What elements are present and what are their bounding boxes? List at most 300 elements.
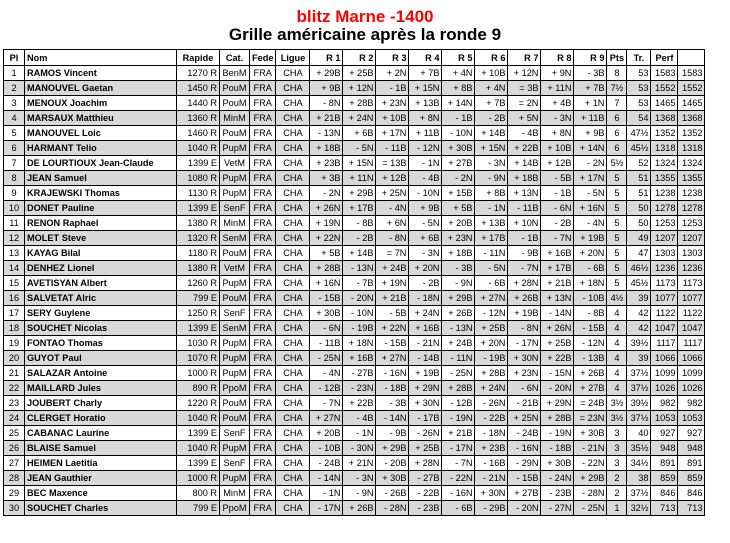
table-cell: - 27N xyxy=(541,501,574,516)
table-cell: + 21N xyxy=(343,456,376,471)
table-cell: 5½ xyxy=(607,156,627,171)
table-cell: + 20N xyxy=(475,336,508,351)
table-cell: + 29N xyxy=(409,381,442,396)
table-cell: - 1B xyxy=(442,111,475,126)
table-cell: CHA xyxy=(276,306,310,321)
table-cell: PouM xyxy=(220,96,250,111)
table-cell: SenF xyxy=(220,426,250,441)
table-cell: + 8B xyxy=(475,186,508,201)
table-cell: + 23B xyxy=(475,441,508,456)
table-cell: CHA xyxy=(276,231,310,246)
column-header: R 9 xyxy=(574,50,607,66)
table-cell: + 12B xyxy=(376,171,409,186)
table-cell: - 25N xyxy=(442,366,475,381)
table-cell: + 24B xyxy=(376,261,409,276)
column-header: R 5 xyxy=(442,50,475,66)
player-name-cell: MENOUX Joachim xyxy=(25,96,177,111)
table-cell: 1173 xyxy=(651,276,678,291)
table-cell: + 18B xyxy=(442,246,475,261)
table-cell: 34½ xyxy=(627,456,651,471)
table-cell: - 15N xyxy=(541,366,574,381)
player-name-cell: HARMANT Telio xyxy=(25,141,177,156)
table-cell: + 23N xyxy=(508,366,541,381)
table-cell: 7 xyxy=(607,96,627,111)
table-cell: + 19N xyxy=(310,216,343,231)
table-row xyxy=(4,366,705,381)
table-cell: 1355 xyxy=(678,171,705,186)
table-cell: - 4B xyxy=(409,171,442,186)
table-cell: 42 xyxy=(627,306,651,321)
table-cell: 1465 xyxy=(651,96,678,111)
table-cell: 35½ xyxy=(627,441,651,456)
table-cell: + 22B xyxy=(508,141,541,156)
table-cell: - 15B xyxy=(574,321,607,336)
table-row xyxy=(4,81,705,96)
table-cell: 1355 xyxy=(651,171,678,186)
table-cell: 29 xyxy=(4,486,25,501)
table-row xyxy=(4,441,705,456)
table-row xyxy=(4,171,705,186)
table-cell: + 9B xyxy=(310,81,343,96)
table-cell: + 27B xyxy=(442,156,475,171)
table-cell: + 4B xyxy=(541,96,574,111)
table-cell: CHA xyxy=(276,381,310,396)
table-cell: = 23N xyxy=(574,411,607,426)
table-cell: 1380 R xyxy=(177,216,220,231)
table-cell: CHA xyxy=(276,351,310,366)
table-cell: - 12B xyxy=(310,381,343,396)
table-row xyxy=(4,231,705,246)
table-cell: 1399 E xyxy=(177,156,220,171)
table-cell: - 3N xyxy=(475,156,508,171)
table-cell: 1238 xyxy=(678,186,705,201)
table-cell: + 6B xyxy=(409,231,442,246)
table-cell: 5 xyxy=(607,261,627,276)
player-name-cell: CABANAC Laurine xyxy=(25,426,177,441)
table-cell: 1207 xyxy=(678,231,705,246)
table-cell: 1099 xyxy=(678,366,705,381)
player-name-cell: MOLET Steve xyxy=(25,231,177,246)
table-row xyxy=(4,501,705,516)
table-cell: 37½ xyxy=(627,381,651,396)
player-name-cell: DE LOURTIOUX Jean-Claude xyxy=(25,156,177,171)
table-cell: + 13B xyxy=(475,216,508,231)
table-cell: 6 xyxy=(607,126,627,141)
table-cell: 22 xyxy=(4,381,25,396)
table-cell: + 30N xyxy=(508,351,541,366)
table-cell: + 3B xyxy=(310,171,343,186)
table-cell: PupM xyxy=(220,366,250,381)
table-cell: - 13B xyxy=(574,351,607,366)
table-cell: FRA xyxy=(250,111,276,126)
table-cell: 4 xyxy=(607,306,627,321)
table-cell: FRA xyxy=(250,141,276,156)
table-cell: - 3N xyxy=(343,471,376,486)
table-cell: + 30N xyxy=(409,396,442,411)
table-cell: - 29B xyxy=(475,501,508,516)
table-cell: CHA xyxy=(276,486,310,501)
table-cell: + 16N xyxy=(574,201,607,216)
table-cell: - 19B xyxy=(475,351,508,366)
table-cell: 1460 R xyxy=(177,126,220,141)
table-cell: 39 xyxy=(627,291,651,306)
table-cell: - 22N xyxy=(442,471,475,486)
column-header: Rapide xyxy=(177,50,220,66)
table-cell: CHA xyxy=(276,441,310,456)
table-cell: 7½ xyxy=(607,81,627,96)
table-cell: 39 xyxy=(627,351,651,366)
table-cell: 28 xyxy=(4,471,25,486)
table-cell: - 25N xyxy=(574,501,607,516)
table-cell: + 25N xyxy=(508,411,541,426)
table-cell: CHA xyxy=(276,366,310,381)
table-cell: - 25N xyxy=(310,351,343,366)
table-cell: 1066 xyxy=(678,351,705,366)
table-cell: - 6B xyxy=(574,261,607,276)
table-cell: 14 xyxy=(4,261,25,276)
table-cell: - 22B xyxy=(409,486,442,501)
table-cell: + 18N xyxy=(343,336,376,351)
table-cell: 1238 xyxy=(651,186,678,201)
table-row xyxy=(4,291,705,306)
table-cell: - 1B xyxy=(376,81,409,96)
table-cell: - 1B xyxy=(508,231,541,246)
table-cell: - 23B xyxy=(541,486,574,501)
table-cell: + 19B xyxy=(574,231,607,246)
table-cell: 1173 xyxy=(678,276,705,291)
table-cell: 1122 xyxy=(678,306,705,321)
table-cell: 1583 xyxy=(678,66,705,81)
table-cell: PouM xyxy=(220,246,250,261)
table-cell: - 10B xyxy=(310,441,343,456)
table-cell: SenF xyxy=(220,306,250,321)
table-cell: + 28B xyxy=(310,261,343,276)
table-cell: + 14N xyxy=(574,141,607,156)
table-cell: - 27B xyxy=(343,366,376,381)
table-cell: + 27B xyxy=(508,486,541,501)
table-cell: + 16B xyxy=(541,246,574,261)
table-cell: 1099 xyxy=(651,366,678,381)
table-cell: FRA xyxy=(250,486,276,501)
table-cell: 1360 R xyxy=(177,111,220,126)
table-cell: - 3B xyxy=(376,396,409,411)
player-name-cell: RAMOS Vincent xyxy=(25,66,177,81)
table-cell: 846 xyxy=(678,486,705,501)
table-cell: 1130 R xyxy=(177,186,220,201)
table-cell: 3½ xyxy=(607,396,627,411)
table-cell: + 10B xyxy=(376,111,409,126)
column-header: R 4 xyxy=(409,50,442,66)
table-cell: + 9B xyxy=(409,201,442,216)
table-cell: + 5N xyxy=(508,111,541,126)
table-cell: 1368 xyxy=(651,111,678,126)
table-cell: - 6N xyxy=(508,381,541,396)
table-cell: + 14B xyxy=(343,246,376,261)
table-cell: 1 xyxy=(607,501,627,516)
table-cell: FRA xyxy=(250,381,276,396)
table-cell: + 20N xyxy=(409,261,442,276)
table-cell: 47 xyxy=(627,246,651,261)
table-cell: + 25N xyxy=(376,186,409,201)
table-cell: - 5N xyxy=(343,141,376,156)
table-cell: 891 xyxy=(678,456,705,471)
table-cell: - 2B xyxy=(541,216,574,231)
table-cell: 24 xyxy=(4,411,25,426)
table-cell: + 20B xyxy=(442,216,475,231)
table-cell: MinM xyxy=(220,111,250,126)
table-cell: 37½ xyxy=(627,411,651,426)
table-cell: 8 xyxy=(607,66,627,81)
column-header: R 6 xyxy=(475,50,508,66)
table-cell: 1380 R xyxy=(177,261,220,276)
table-cell: - 13N xyxy=(442,321,475,336)
table-cell: + 23B xyxy=(310,156,343,171)
table-cell: 19 xyxy=(4,336,25,351)
table-cell: 1278 xyxy=(651,201,678,216)
table-cell: - 15B xyxy=(376,336,409,351)
column-header: Cat. xyxy=(220,50,250,66)
table-cell: - 24B xyxy=(310,456,343,471)
table-cell: - 7N xyxy=(442,456,475,471)
table-cell: 39½ xyxy=(627,396,651,411)
table-cell: - 2N xyxy=(442,171,475,186)
table-cell: + 10B xyxy=(541,141,574,156)
table-cell: SenF xyxy=(220,201,250,216)
table-cell: + 17B xyxy=(541,261,574,276)
player-name-cell: JOUBERT Charly xyxy=(25,396,177,411)
table-cell: 1324 xyxy=(651,156,678,171)
table-cell: + 28B xyxy=(475,366,508,381)
player-name-cell: KRAJEWSKI Thomas xyxy=(25,186,177,201)
table-cell: + 24N xyxy=(409,306,442,321)
table-cell: - 1N xyxy=(475,201,508,216)
table-cell: FRA xyxy=(250,501,276,516)
table-cell: CHA xyxy=(276,411,310,426)
table-cell: 1220 R xyxy=(177,396,220,411)
table-cell: 1026 xyxy=(651,381,678,396)
table-row xyxy=(4,426,705,441)
table-cell: - 5N xyxy=(574,186,607,201)
table-cell: - 23B xyxy=(409,501,442,516)
table-cell: 5 xyxy=(607,186,627,201)
table-cell: - 18B xyxy=(541,441,574,456)
table-cell: CHA xyxy=(276,111,310,126)
table-cell: 1077 xyxy=(651,291,678,306)
table-cell: + 18N xyxy=(574,276,607,291)
table-row xyxy=(4,306,705,321)
column-header: R 2 xyxy=(343,50,376,66)
table-cell: 2 xyxy=(4,81,25,96)
table-cell: CHA xyxy=(276,426,310,441)
table-cell: + 19B xyxy=(409,366,442,381)
table-cell: 53 xyxy=(627,81,651,96)
table-cell: FRA xyxy=(250,336,276,351)
column-header: Pts xyxy=(607,50,627,66)
column-header: R 7 xyxy=(508,50,541,66)
table-cell: - 15B xyxy=(508,471,541,486)
table-cell: 1040 R xyxy=(177,441,220,456)
table-cell: BenM xyxy=(220,66,250,81)
table-cell: - 11B xyxy=(310,336,343,351)
table-cell: - 21N xyxy=(475,471,508,486)
table-cell: FRA xyxy=(250,351,276,366)
table-cell: 4½ xyxy=(607,291,627,306)
table-cell: + 30B xyxy=(442,141,475,156)
player-name-cell: MANOUVEL Loic xyxy=(25,126,177,141)
table-cell: - 28N xyxy=(376,501,409,516)
table-cell: = 24B xyxy=(574,396,607,411)
table-cell: 1026 xyxy=(678,381,705,396)
table-cell: 1324 xyxy=(678,156,705,171)
table-cell: + 14N xyxy=(442,96,475,111)
table-cell: 53 xyxy=(627,96,651,111)
table-cell: + 11B xyxy=(409,126,442,141)
table-cell: - 10N xyxy=(343,306,376,321)
table-cell: 1047 xyxy=(651,321,678,336)
table-cell: 1070 R xyxy=(177,351,220,366)
player-name-cell: JEAN Gauthier xyxy=(25,471,177,486)
table-cell: - 12B xyxy=(442,396,475,411)
table-cell: 1117 xyxy=(678,336,705,351)
table-cell: - 5B xyxy=(541,171,574,186)
table-cell: - 23N xyxy=(343,381,376,396)
table-cell: - 5B xyxy=(376,306,409,321)
table-cell: + 17N xyxy=(574,171,607,186)
table-cell: 5 xyxy=(607,246,627,261)
player-name-cell: JEAN Samuel xyxy=(25,171,177,186)
standings-table xyxy=(3,49,705,516)
table-cell: - 16B xyxy=(475,456,508,471)
table-cell: + 16B xyxy=(343,351,376,366)
table-row xyxy=(4,201,705,216)
table-cell: 5 xyxy=(607,216,627,231)
table-cell: - 5N xyxy=(409,216,442,231)
table-cell: + 24B xyxy=(442,336,475,351)
table-cell: - 4N xyxy=(376,201,409,216)
table-cell: + 24N xyxy=(343,111,376,126)
table-cell: 51 xyxy=(627,186,651,201)
table-cell: 1399 E xyxy=(177,201,220,216)
table-cell: - 19N xyxy=(442,411,475,426)
player-name-cell: MAILLARD Jules xyxy=(25,381,177,396)
table-cell: - 16N xyxy=(442,486,475,501)
column-header: Pl xyxy=(4,50,25,66)
table-cell: - 8N xyxy=(376,231,409,246)
table-cell: 53 xyxy=(627,66,651,81)
table-cell: 1303 xyxy=(678,246,705,261)
table-row xyxy=(4,156,705,171)
table-cell: + 15N xyxy=(475,141,508,156)
table-cell: 1122 xyxy=(651,306,678,321)
table-cell: 4 xyxy=(607,351,627,366)
table-cell: FRA xyxy=(250,276,276,291)
table-cell: + 27B xyxy=(574,381,607,396)
table-cell: + 21B xyxy=(442,426,475,441)
table-cell: 4 xyxy=(607,336,627,351)
table-cell: + 11N xyxy=(343,171,376,186)
table-cell: 1352 xyxy=(651,126,678,141)
table-cell: 1260 R xyxy=(177,276,220,291)
table-cell: 5 xyxy=(607,276,627,291)
table-cell: 42 xyxy=(627,321,651,336)
table-cell: - 8B xyxy=(574,306,607,321)
table-cell: + 21B xyxy=(310,111,343,126)
player-name-cell: SERY Guylene xyxy=(25,306,177,321)
table-cell: - 12N xyxy=(574,336,607,351)
player-name-cell: KAYAG Bilal xyxy=(25,246,177,261)
table-cell: + 20B xyxy=(310,426,343,441)
table-cell: = 2N xyxy=(508,96,541,111)
table-cell: - 16N xyxy=(508,441,541,456)
table-cell: 1180 R xyxy=(177,246,220,261)
table-cell: CHA xyxy=(276,126,310,141)
table-row xyxy=(4,351,705,366)
table-row xyxy=(4,276,705,291)
table-cell: 26 xyxy=(4,441,25,456)
table-cell: + 27N xyxy=(475,291,508,306)
table-cell: PupM xyxy=(220,171,250,186)
table-cell: - 6N xyxy=(541,201,574,216)
table-cell: FRA xyxy=(250,246,276,261)
table-cell: 1318 xyxy=(678,141,705,156)
table-cell: VetM xyxy=(220,156,250,171)
table-cell: 1053 xyxy=(651,411,678,426)
table-cell: 713 xyxy=(678,501,705,516)
table-cell: + 26B xyxy=(343,501,376,516)
table-cell: - 1N xyxy=(310,486,343,501)
table-cell: + 16B xyxy=(409,321,442,336)
table-cell: + 30B xyxy=(574,426,607,441)
table-cell: 982 xyxy=(651,396,678,411)
table-cell: - 17N xyxy=(310,501,343,516)
table-cell: + 28N xyxy=(409,456,442,471)
table-cell: 1399 E xyxy=(177,426,220,441)
table-row xyxy=(4,336,705,351)
table-cell: FRA xyxy=(250,81,276,96)
table-cell: 1368 xyxy=(678,111,705,126)
table-cell: PouM xyxy=(220,396,250,411)
table-cell: - 7B xyxy=(343,276,376,291)
table-cell: 38 xyxy=(627,471,651,486)
table-cell: - 22B xyxy=(475,411,508,426)
table-cell: 2 xyxy=(607,486,627,501)
table-cell: 30 xyxy=(4,501,25,516)
table-cell: - 13N xyxy=(310,126,343,141)
table-cell: + 8N xyxy=(409,111,442,126)
table-cell: + 8N xyxy=(541,126,574,141)
table-cell: - 2N xyxy=(574,156,607,171)
table-cell: PpoM xyxy=(220,381,250,396)
table-cell: 891 xyxy=(651,456,678,471)
table-cell: 3½ xyxy=(607,411,627,426)
table-cell: 4 xyxy=(607,321,627,336)
table-cell: + 2N xyxy=(376,66,409,81)
table-cell: CHA xyxy=(276,291,310,306)
table-cell: 927 xyxy=(678,426,705,441)
table-cell: PouM xyxy=(220,411,250,426)
column-header xyxy=(678,50,705,66)
table-cell: 3 xyxy=(607,426,627,441)
column-header: R 8 xyxy=(541,50,574,66)
table-cell: 46½ xyxy=(627,261,651,276)
table-cell: 18 xyxy=(4,321,25,336)
table-cell: CHA xyxy=(276,186,310,201)
table-cell: 16 xyxy=(4,291,25,306)
table-cell: + 17N xyxy=(376,126,409,141)
table-cell: 13 xyxy=(4,246,25,261)
table-cell: 1236 xyxy=(678,261,705,276)
table-cell: + 7B xyxy=(574,81,607,96)
